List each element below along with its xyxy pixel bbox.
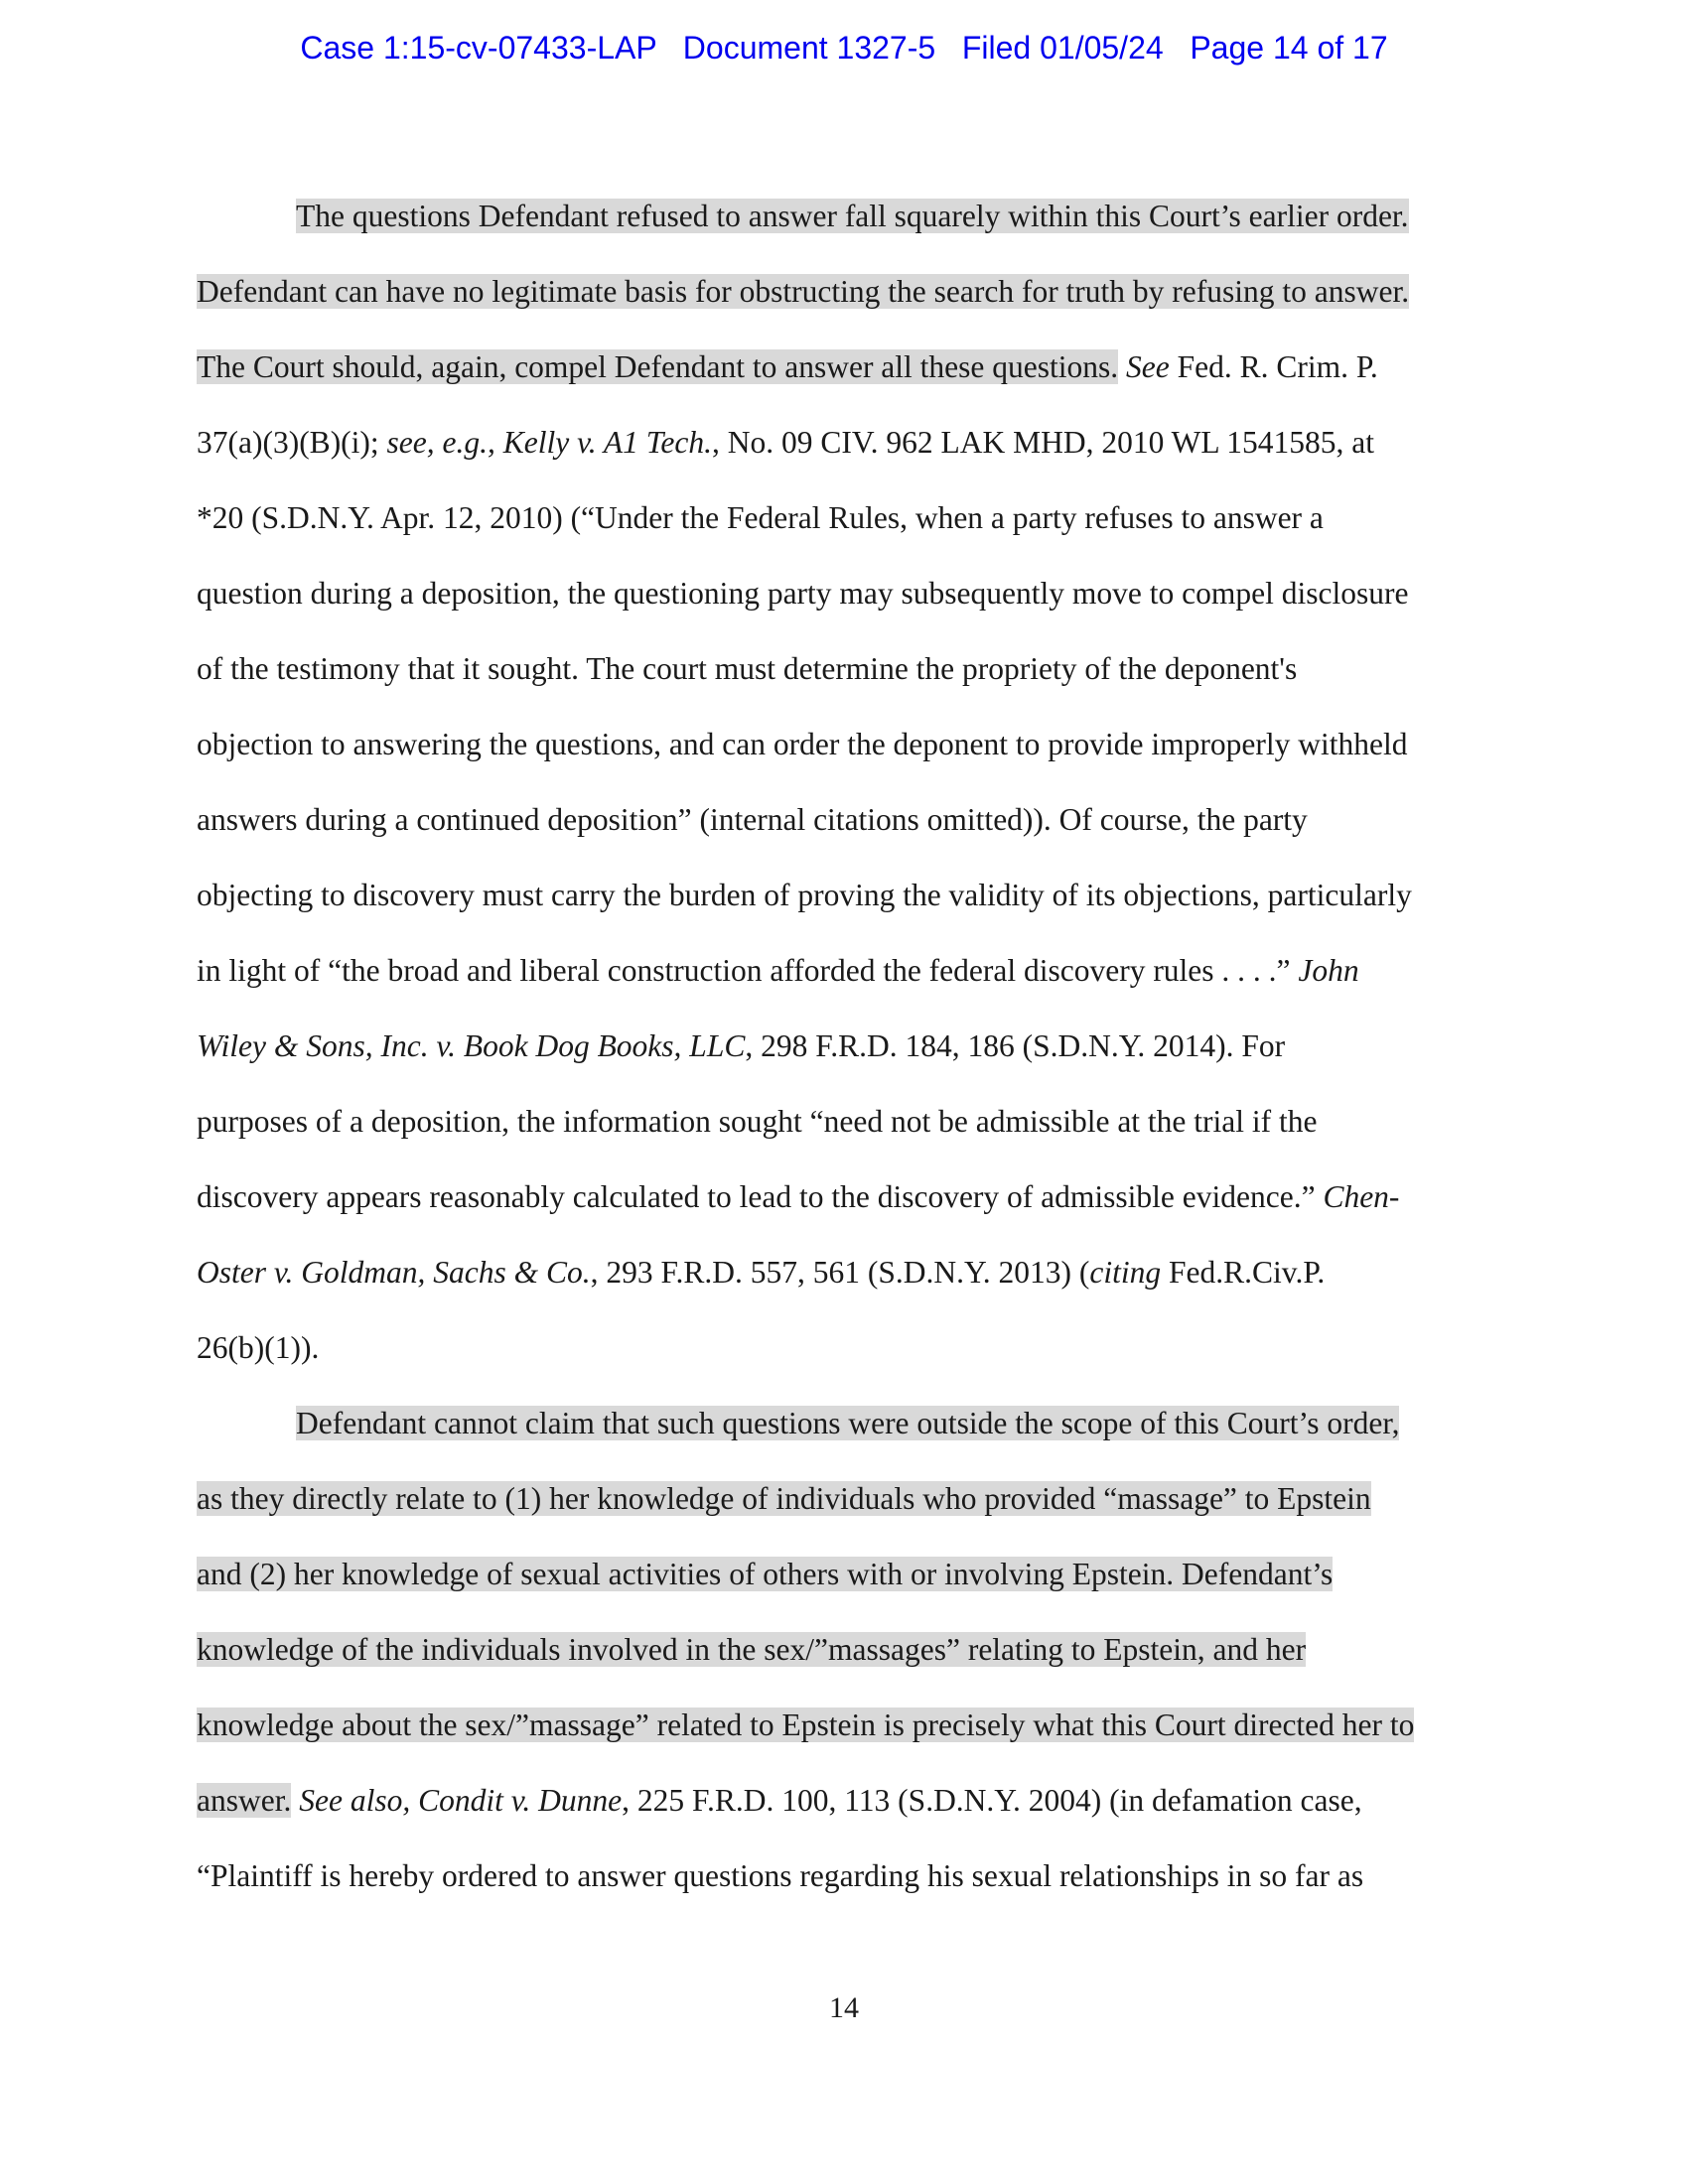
paragraph-2-line: [197, 1779, 1477, 1854]
document-body: [197, 195, 1477, 1930]
citation-signal: citing: [1089, 1255, 1162, 1290]
page-number: 14: [829, 1991, 859, 2024]
document-number: Document 1327-5: [682, 30, 936, 66]
body-text: in light of “the broad and liberal construction afforded the federal discovery rules . . . .”: [197, 953, 1299, 988]
highlighted-text: Defendant can have no legitimate basis for obstructing the search for truth by refusing to answer.: [197, 274, 1410, 309]
paragraph-2-line: [197, 1628, 1477, 1704]
highlighted-text: The Court should, again, compel Defendant to answer all these questions.: [197, 349, 1119, 384]
highlighted-text: answer.: [197, 1783, 292, 1818]
paragraph-1-line: [197, 195, 1477, 270]
paragraph-1-line: [197, 270, 1477, 345]
paragraph-1-line: [197, 421, 1477, 496]
case-number: Case 1:15-cv-07433-LAP: [300, 30, 657, 66]
citation-text: , No. 09 CIV. 962 LAK MHD, 2010 WL 1541585, at: [712, 425, 1375, 460]
citation-text: Fed.R.Civ.P.: [1161, 1255, 1326, 1290]
paragraph-1-line: *20 (S.D.N.Y. Apr. 12, 2010) (“Under the Federal Rules, when a party refuses to answer a: [197, 500, 1324, 535]
case-name: Wiley & Sons, Inc. v. Book Dog Books, LLC: [197, 1028, 746, 1063]
case-name: Chen-: [1323, 1179, 1400, 1214]
highlighted-text: knowledge of the individuals involved in the sex/”massages” relating to Epstein, and her: [197, 1632, 1307, 1667]
paragraph-1-line: answers during a continued deposition” (internal citations omitted)). Of course, the party: [197, 802, 1308, 837]
page-count: Page 14 of 17: [1190, 30, 1388, 66]
highlighted-text: The questions Defendant refused to answer fall squarely within this Court’s earlier order.: [296, 199, 1409, 233]
paragraph-1-line: [197, 345, 1477, 421]
paragraph-1-line: [197, 1175, 1477, 1251]
paragraph-2-line: [197, 1402, 1477, 1477]
paragraph-1-line: question during a deposition, the questioning party may subsequently move to compel disclosure: [197, 576, 1409, 611]
citation-signal: See: [1126, 349, 1170, 384]
paragraph-1-line: [197, 1024, 1477, 1100]
highlighted-text: Defendant cannot claim that such questions were outside the scope of this Court’s order,: [296, 1406, 1400, 1440]
case-name: John: [1298, 953, 1359, 988]
highlighted-text: and (2) her knowledge of sexual activities of others with or involving Epstein. Defendant’s: [197, 1557, 1334, 1591]
body-text: discovery appears reasonably calculated to lead to the discovery of admissible evidence.”: [197, 1179, 1324, 1214]
citation-text: , 225 F.R.D. 100, 113 (S.D.N.Y. 2004) (in defamation case,: [622, 1783, 1362, 1818]
paragraph-2-line: [197, 1704, 1477, 1779]
case-name: see, e.g., Kelly v. A1 Tech.: [386, 425, 713, 460]
paragraph-1-line: purposes of a deposition, the information sought “need not be admissible at the trial if the: [197, 1104, 1318, 1139]
ecf-header: [0, 30, 1688, 67]
paragraph-2-line: “Plaintiff is hereby ordered to answer questions regarding his sexual relationships in so far as: [197, 1858, 1364, 1893]
citation-text: Fed. R. Crim. P.: [1169, 349, 1378, 384]
paragraph-1-line: objection to answering the questions, and can order the deponent to provide improperly withheld: [197, 727, 1408, 761]
paragraph-1-line: [197, 949, 1477, 1024]
highlighted-text: knowledge about the sex/”massage” related to Epstein is precisely what this Court directed her to: [197, 1707, 1415, 1742]
paragraph-1-line: [197, 1251, 1477, 1326]
paragraph-2-line: [197, 1553, 1477, 1628]
paragraph-1-line: of the testimony that it sought. The court must determine the propriety of the deponent's: [197, 651, 1298, 686]
citation-text: 37(a)(3)(B)(i);: [197, 425, 387, 460]
citation-text: , 298 F.R.D. 184, 186 (S.D.N.Y. 2014). For: [745, 1028, 1286, 1063]
case-name: Oster v. Goldman, Sachs & Co.: [197, 1255, 591, 1290]
citation-text: , 293 F.R.D. 557, 561 (S.D.N.Y. 2013) (: [590, 1255, 1090, 1290]
paragraph-1-line: objecting to discovery must carry the burden of proving the validity of its objections, particularly: [197, 878, 1412, 912]
filed-date: Filed 01/05/24: [961, 30, 1164, 66]
highlighted-text: as they directly relate to (1) her knowledge of individuals who provided “massage” to Epstein: [197, 1481, 1371, 1516]
paragraph-2-line: [197, 1477, 1477, 1553]
paragraph-1-line: 26(b)(1)).: [197, 1330, 320, 1365]
case-name: See also, Condit v. Dunne: [291, 1783, 623, 1818]
